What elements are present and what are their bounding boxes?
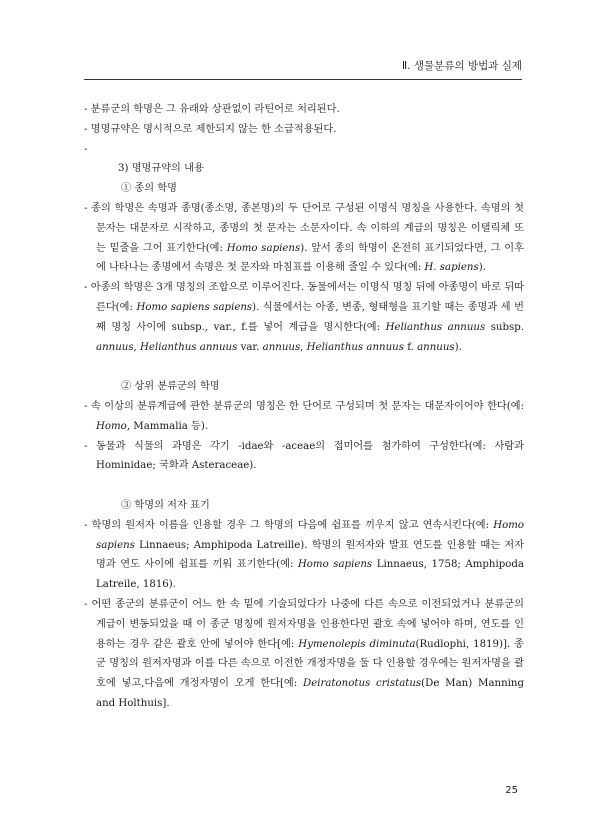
bullet-retroactive: - 명명규약은 명시적으로 제한되지 않는 한 소급적용된다. [84, 123, 337, 135]
section-heading: 3) 명명규약의 내용 [118, 163, 204, 175]
paragraph-author-citation: - 학명의 원저자 이름을 인용할 경우 그 학명의 다음에 쉼표를 끼우지 않고 연속시킨다(예: Homo sapiens Linnaeus; Amphipoda Latreille). 학명의 원저자와 발표 연도를 인용할 때는 저자명과 연도 사이에 쉼표를 끼워 표기한다(예: Homo sapiens Linnaeus, 1758; Amphipoda Latreile, 1816). [84, 519, 524, 591]
header-rule [84, 79, 522, 80]
running-header: Ⅱ. 생물분류의 방법과 실제 [402, 60, 522, 72]
paragraph-species-name: - 종의 학명은 속명과 종명(종소명, 종본명)의 두 단어로 구성된 이명식 명칭을 사용한다. 속명의 첫 문자는 대문자로 시작하고, 종명의 첫 문자는 소문자이다. 속 이하의 계급의 명칭은 이탤릭체 또는 밑줄을 그어 표기한다(예: Homo sapiens). 앞서 종의 학명이 온전히 표기되었다면, 그 이후에 나타나는 종명에서 속명은 첫 문자와 마침표를 이용해 줄일 수 있다(예: H. sapiens). [84, 202, 524, 274]
bullet-empty: - [84, 143, 88, 155]
paragraph-author-parentheses: - 어떤 종군의 분류군이 어느 한 속 밑에 기술되었다가 나중에 다른 속으로 이전되었거나 분류군의 계급이 변동되었을 때 이 종군 명칭에 원저자명을 인용한다면 괄호 속에 넣어야 하며, 연도를 인용하는 경우 같은 괄호 안에 넣어야 한다[예: Hymenolepis diminuta(Rudlophi, 1819)]. 종군 명칭의 원저자명과 이를 다른 속으로 이전한 개정자명을 둘 다 인용할 경우에는 원저자명을 괄호에 넣고,다음에 개정자명이 오게 한다[예: Deiratonotus cristatus(De Man) Manning and Holthuis]. [84, 598, 525, 709]
paragraph-family-name: - 동물과 식물의 과명은 각기 -idae와 -aceae의 접미어를 첨가하여 구성한다(예: 사람과 Hominidae; 국화과 Asteraceae). [84, 440, 524, 472]
subsection-heading-species: ① 종의 학명 [121, 183, 178, 195]
subsection-heading-author: ③ 학명의 저자 표기 [121, 499, 210, 511]
bullet-latin-names: - 분류군의 학명은 그 유래와 상관없이 라틴어로 처리된다. [84, 104, 340, 115]
paragraph-subspecies-name: - 아종의 학명은 3개 명칭의 조합으로 이루어진다. 동물에서는 이명식 명칭 뒤에 아종명이 바로 뒤따른다(예: Homo sapiens sapiens). 식물에서는 아종, 변종, 형태형을 표기할 때는 종명과 세 번째 명칭 사이에 subsp., var., f.를 넣어 계급을 명시한다(예: Helianthus annuus subsp. annuus, Helianthus annuus var. annuus, Helianthus annuus f. annuus). [84, 282, 524, 353]
page-number: 25 [505, 785, 518, 796]
page-body [84, 100, 524, 714]
paragraph-genus-name: - 속 이상의 분류계급에 관한 분류군의 명칭은 한 단어로 구성되며 첫 문자는 대문자이어야 한다(예: Homo, Mammalia 등). [84, 400, 524, 432]
subsection-heading-higher-taxa: ② 상위 분류군의 학명 [121, 381, 220, 393]
